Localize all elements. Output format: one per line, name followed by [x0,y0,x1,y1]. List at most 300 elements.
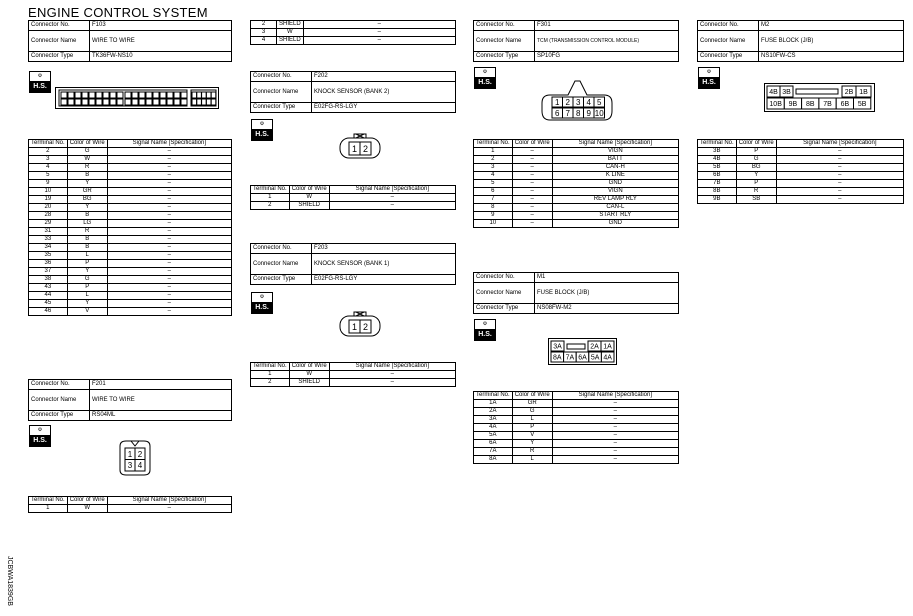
terminal-no-cell: 28 [29,212,68,220]
signal-name-cell: – [329,194,455,202]
table-row [474,180,679,188]
table-row [29,284,232,292]
pin-cell [117,99,123,105]
table-row [29,236,232,244]
signal-name-cell: – [776,188,903,196]
m1-connector-name: FUSE BLOCK (J/B) [535,283,679,304]
m1-connector-face [548,338,618,366]
table-row [474,196,679,204]
pin-label: 10 [594,108,604,118]
wire-color-cell: P [736,148,776,156]
pin-cell [61,92,67,98]
signal-name-cell: REV LAMP RLY [552,196,678,204]
pin-cell [110,99,116,105]
pin-label: 8 [576,108,581,118]
pin-cell [117,92,123,98]
pin-cell [192,99,197,105]
table-row [251,29,456,37]
wire-color-cell: R [512,448,552,456]
table-row [474,400,679,408]
terminal-no-cell: 5B [698,164,737,172]
f301-connector-type: SP10FG [535,52,679,62]
terminal-no-cell: 1 [251,371,290,379]
pin-cell [160,92,166,98]
wire-color-cell: G [67,276,107,284]
table-row [251,194,456,202]
pin-cell [197,92,202,98]
wire-color-cell: W [289,194,329,202]
pin-label: 9 [586,108,591,118]
terminal-no-cell: 6 [474,188,513,196]
pin-cell [167,92,173,98]
table-row [474,172,679,180]
harness-side-icon: ⚙ H.S. [474,319,496,341]
pin-cell [75,92,81,98]
table-row [29,268,232,276]
wire-color-cell: Y [67,180,107,188]
signal-name-cell: – [776,180,903,188]
wire-color-cell: SHIELD [289,379,329,387]
table-row [29,276,232,284]
pin-cell [146,99,152,105]
signal-name-cell: – [107,180,231,188]
table-row [29,172,232,180]
terminal-no-cell: 5A [474,432,513,440]
wire-color-cell: V [67,308,107,316]
signal-name-cell: – [107,204,231,212]
pin-cell [110,92,116,98]
signal-name-cell: – [552,416,678,424]
signal-name-cell: CAN-H [552,164,678,172]
f203-connector-name: KNOCK SENSOR (BANK 1) [312,254,456,275]
wire-color-cell: – [512,164,552,172]
signal-name-cell: – [107,252,231,260]
pin-cell [61,99,67,105]
pin-label: 6A [578,354,587,362]
table-row [474,416,679,424]
harness-side-icon: ⚙ H.S. [251,119,273,141]
f201-connector-no: F201 [90,380,232,390]
signal-name-cell: – [107,212,231,220]
wire-color-cell: P [736,180,776,188]
wire-color-cell: B [67,236,107,244]
key-slot [796,89,838,94]
f203-connector-face [338,311,382,339]
table-row [474,204,679,212]
pin-label: 4A [603,354,612,362]
table-row [474,456,679,464]
table-row [474,148,679,156]
f301-connector-name: TCM (TRANSMISSION CONTROL MODULE) [535,31,679,52]
table-row [474,188,679,196]
pin-cell [181,92,187,98]
f103-connector-no: F103 [90,21,232,31]
pin-label: 9B [788,100,798,108]
wire-color-cell: Y [67,204,107,212]
pin-label: 3 [576,97,581,107]
table-row [698,148,904,156]
signal-name-cell: – [107,284,231,292]
terminal-no-cell: 29 [29,220,68,228]
pin-label: 4 [586,97,591,107]
pin-label: 2 [362,144,369,154]
terminal-no-cell: 9 [474,212,513,220]
key-slot [567,344,585,349]
pin-cell [68,92,74,98]
f103-connector-face [55,87,219,109]
table-row [474,212,679,220]
table-row [29,188,232,196]
terminal-no-cell: 1 [29,505,68,513]
signal-name-cell: – [107,300,231,308]
pin-label: 2 [565,97,570,107]
pin-cell [211,92,216,98]
wire-color-cell: P [67,284,107,292]
f201-terminal-table-continued [250,20,456,45]
table-row [251,202,456,210]
pin-cell [132,92,138,98]
harness-side-icon: ⚙ H.S. [474,67,496,89]
signal-name-cell: – [107,196,231,204]
wire-color-cell: – [512,172,552,180]
signal-name-cell: CAN-L [552,204,678,212]
table-row [251,371,456,379]
signal-name-cell: – [107,276,231,284]
terminal-no-cell: 8 [474,204,513,212]
pin-label: 2B [844,88,854,96]
wire-color-cell: – [512,204,552,212]
pin-cell [68,99,74,105]
table-row [29,196,232,204]
pin-cell [192,92,197,98]
wire-color-cell: W [67,156,107,164]
terminal-no-cell: 5 [29,172,68,180]
pin-cell [153,99,159,105]
terminal-no-cell: 46 [29,308,68,316]
signal-name-cell: – [107,268,231,276]
wire-color-cell: SHIELD [289,202,329,210]
terminal-no-cell: 4 [474,172,513,180]
f203-connector-type: E02FG-RS-LGY [312,275,456,285]
terminal-no-cell: 2 [474,156,513,164]
terminal-no-cell: 2 [251,379,290,387]
f301-connector-face [538,73,616,123]
table-row [474,432,679,440]
m1-terminal-table: Terminal No. Color of Wire Signal Name [Specification] 1A GR – 2A G – 3A L – 4A P – 5A V – 6A Y – 7A R – 8A L – [473,391,679,464]
pin-cell [82,92,88,98]
signal-name-cell: – [552,408,678,416]
table-row [29,148,232,156]
signal-name-cell: VIGN [552,148,678,156]
page-title: ENGINE CONTROL SYSTEM [28,5,208,20]
f202-terminal-table: Terminal No. Color of Wire Signal Name [Specification] 1 W – 2 SHIELD – [250,185,456,210]
wire-color-cell: – [512,212,552,220]
pin-label: 1 [351,322,358,332]
pin-label: 2 [362,322,369,332]
terminal-no-cell: 31 [29,228,68,236]
pin-label: 8A [553,354,562,362]
f201-connector-face [114,438,156,478]
terminal-no-cell: 7B [698,180,737,188]
terminal-no-cell: 4 [29,164,68,172]
table-row [698,180,904,188]
table-row [29,308,232,316]
terminal-no-cell: 1A [474,400,513,408]
pin-cell [96,92,102,98]
m2-connector-face [764,83,876,113]
wire-color-cell: GR [67,188,107,196]
terminal-no-cell: 2 [251,202,290,210]
wire-color-cell: – [512,148,552,156]
wire-color-cell: GR [512,400,552,408]
wire-color-cell: G [736,156,776,164]
signal-name-cell: – [329,371,455,379]
terminal-no-cell: 7 [474,196,513,204]
table-row [698,188,904,196]
signal-name-cell: – [552,448,678,456]
wire-color-cell: – [512,196,552,204]
table-row [474,440,679,448]
wire-color-cell: SHIELD [277,37,304,45]
f201-connector-name: WIRE TO WIRE [90,390,232,411]
signal-name-cell: – [303,29,455,37]
terminal-no-cell: 35 [29,252,68,260]
pin-label: 1 [351,144,358,154]
terminal-no-cell: 3 [251,29,277,37]
pin-label: 10B [769,100,782,108]
f202-connector-name: KNOCK SENSOR (BANK 2) [312,82,456,103]
table-row [474,424,679,432]
pin-cell [89,99,95,105]
wire-color-cell: BG [736,164,776,172]
pin-label: 7 [565,108,570,118]
table-row [29,252,232,260]
terminal-no-cell: 10 [474,220,513,228]
f103-info-table: Connector No. F103 Connector Name WIRE TO WIRE Connector Type TK36FW-NS10 [28,20,232,62]
terminal-no-cell: 9 [29,180,68,188]
signal-name-cell: GND [552,220,678,228]
table-row [251,379,456,387]
pin-label: 1A [603,343,612,351]
wire-color-cell: V [512,432,552,440]
wire-color-cell: P [512,424,552,432]
terminal-no-cell: 3 [474,164,513,172]
table-row [474,164,679,172]
m1-connector-type: NS08FW-M2 [535,304,679,314]
pin-label: 2 [137,450,143,459]
pin-label: 2A [590,343,599,351]
pin-label: 3A [553,343,562,351]
f301-info-table: Connector No. F301 Connector Name TCM (TRANSMISSION CONTROL MODULE) Connector Type SP10FG [473,20,679,62]
pin-label: 1 [127,450,133,459]
table-row [29,505,232,513]
pin-cell [174,99,180,105]
pin-cell [75,99,81,105]
signal-name-cell: – [552,440,678,448]
wire-color-cell: W [67,505,107,513]
terminal-no-cell: 20 [29,204,68,212]
wire-color-cell: SHIELD [277,21,304,29]
f301-terminal-table: Terminal No. Color of Wire Signal Name [Specification] 1 – VIGN 2 – BATT 3 – CAN-H 4 – K LINE 5 – GND 6 – VIGN 7 – REV LAMP RLY 8 – CAN-L 9 – START RLY 10 – GND [473,139,679,228]
table-row [29,228,232,236]
table-row [29,260,232,268]
m1-info-table: Connector No. M1 Connector Name FUSE BLOCK (J/B) Connector Type NS08FW-M2 [473,272,679,314]
signal-name-cell: – [107,188,231,196]
signal-name-cell: START RLY [552,212,678,220]
terminal-no-cell: 7A [474,448,513,456]
wire-color-cell: SB [736,196,776,204]
table-row [29,300,232,308]
f103-terminal-table: Terminal No. Color of Wire Signal Name [Specification] 2 G – 3 W – 4 R – 5 B – 9 Y – 10 GR – 19 BG – 20 Y – 28 B – 29 LG – 31 R – 33 B – 34 B – 35 L – 36 P – 37 Y – 38 G – 43 P – 44 L – 45 Y – 46 V – [28,139,232,316]
table-row [29,156,232,164]
pin-cell [89,92,95,98]
pin-label: 3B [782,88,791,96]
f202-connector-face [338,133,382,161]
signal-name-cell: – [776,172,903,180]
wire-color-cell: Y [736,172,776,180]
pin-cell [153,92,159,98]
wire-color-cell: BG [67,196,107,204]
m2-terminal-table: Terminal No. Color of Wire Signal Name [Specification] 3B P – 4B G – 5B BG – 6B Y – 7B P – 8B R – 9B SB – [697,139,904,204]
harness-side-icon: ⚙ H.S. [251,292,273,314]
pin-cell [206,92,211,98]
harness-side-icon: ⚙ H.S. [698,67,720,89]
pin-label: 5 [597,97,602,107]
signal-name-cell: K LINE [552,172,678,180]
pin-cell [96,99,102,105]
wire-color-cell: – [512,188,552,196]
terminal-no-cell: 3A [474,416,513,424]
signal-name-cell: – [107,228,231,236]
terminal-no-cell: 36 [29,260,68,268]
m2-connector-type: NS10FW-CS [759,52,904,62]
m2-connector-no: M2 [759,21,904,31]
signal-name-cell: – [776,148,903,156]
signal-name-cell: – [107,164,231,172]
signal-name-cell: – [303,37,455,45]
table-row [29,204,232,212]
wire-color-cell: – [512,180,552,188]
wire-color-cell: Y [67,268,107,276]
signal-name-cell: – [552,432,678,440]
wire-color-cell: L [512,456,552,464]
terminal-no-cell: 19 [29,196,68,204]
pin-cell [125,92,131,98]
pin-label: 6 [555,108,560,118]
signal-name-cell: – [329,379,455,387]
f201-connector-type: RS04ML [90,411,232,421]
terminal-no-cell: 1 [251,194,290,202]
terminal-no-cell: 33 [29,236,68,244]
pin-label: 6B [840,100,850,108]
table-row [474,156,679,164]
signal-name-cell: – [776,156,903,164]
pin-label: 7B [823,100,832,108]
pin-cell [82,99,88,105]
wire-color-cell: Y [67,300,107,308]
wire-color-cell: B [67,172,107,180]
wire-color-cell: B [67,212,107,220]
table-row [251,37,456,45]
f301-connector-no: F301 [535,21,679,31]
pin-cell [103,99,109,105]
terminal-no-cell: 38 [29,276,68,284]
pin-label: 5B [857,100,867,108]
pin-cell [202,99,207,105]
terminal-no-cell: 10 [29,188,68,196]
signal-name-cell: – [107,148,231,156]
wire-color-cell: G [512,408,552,416]
terminal-no-cell: 2 [251,21,277,29]
pin-label: 5A [590,354,600,362]
wire-color-cell: R [736,188,776,196]
figure-code: JCBWA1839GB [6,556,13,606]
signal-name-cell: – [107,236,231,244]
terminal-no-cell: 44 [29,292,68,300]
f201-info-table: Connector No. F201 Connector Name WIRE TO WIRE Connector Type RS04ML [28,379,232,421]
terminal-no-cell: 9B [698,196,737,204]
pin-label: 1 [555,97,560,107]
wire-color-cell: R [67,228,107,236]
terminal-no-cell: 8B [698,188,737,196]
f203-terminal-table: Terminal No. Color of Wire Signal Name [Specification] 1 W – 2 SHIELD – [250,362,456,387]
table-row [29,292,232,300]
wire-color-cell: – [512,156,552,164]
m1-connector-no: M1 [535,273,679,283]
signal-name-cell: – [107,220,231,228]
pin-cell [139,92,145,98]
pin-cell [139,99,145,105]
pin-cell [181,99,187,105]
signal-name-cell: GND [552,180,678,188]
wire-color-cell: W [289,371,329,379]
terminal-no-cell: 3 [29,156,68,164]
wire-color-cell: – [512,220,552,228]
pin-label: 1B [859,88,868,96]
f202-info-table: Connector No. F202 Connector Name KNOCK SENSOR (BANK 2) Connector Type E02FG-RS-LGY [250,71,456,113]
pin-cell [197,99,202,105]
table-row [474,448,679,456]
pin-label: 7A [565,354,575,362]
pin-cell [103,92,109,98]
pin-cell [146,92,152,98]
f203-connector-no: F203 [312,244,456,254]
pin-cell [167,99,173,105]
terminal-no-cell: 3B [698,148,737,156]
signal-name-cell: – [776,196,903,204]
pin-cell [125,99,131,105]
terminal-no-cell: 34 [29,244,68,252]
signal-name-cell: – [329,202,455,210]
f201-terminal-table: Terminal No. Color of Wire Signal Name [Specification] 1 W – [28,496,232,513]
wire-color-cell: L [67,292,107,300]
terminal-no-cell: 4 [251,37,277,45]
wire-color-cell: P [67,260,107,268]
pin-cell [202,92,207,98]
table-row [474,220,679,228]
f203-info-table: Connector No. F203 Connector Name KNOCK SENSOR (BANK 1) Connector Type E02FG-RS-LGY [250,243,456,285]
table-row [698,164,904,172]
terminal-no-cell: 5 [474,180,513,188]
terminal-no-cell: 4B [698,156,737,164]
wire-color-cell: Y [512,440,552,448]
terminal-no-cell: 2A [474,408,513,416]
f103-connector-name: WIRE TO WIRE [90,31,232,52]
pin-cell [160,99,166,105]
terminal-no-cell: 6B [698,172,737,180]
pin-label: 4B [769,88,778,96]
signal-name-cell: – [107,244,231,252]
